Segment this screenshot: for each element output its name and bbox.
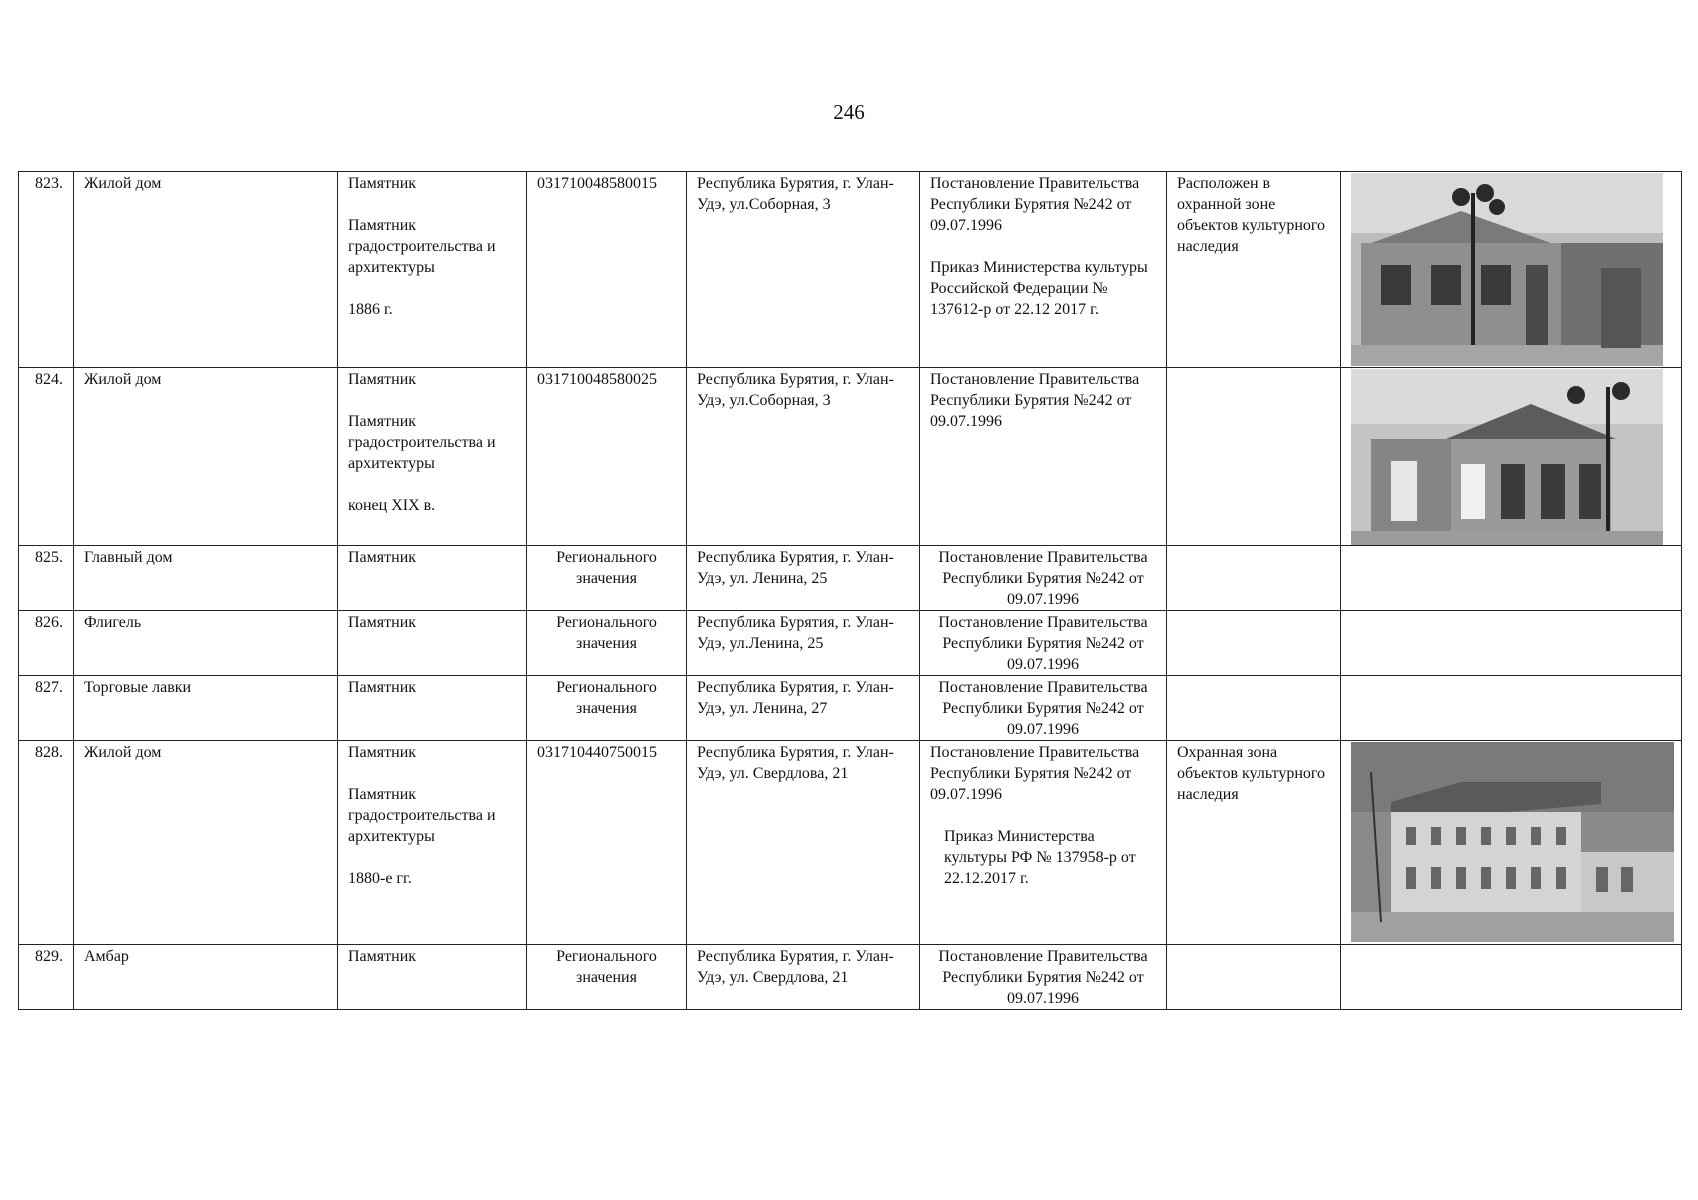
object-category: Памятник (338, 611, 527, 676)
table-row (19, 741, 1682, 945)
object-address: Республика Бурятия, г. Улан-Удэ, ул. Свердлова, 21 (687, 741, 920, 945)
object-category: Памятник (338, 676, 527, 741)
registration-number: 031710048580015 (527, 172, 687, 368)
building-photo (1351, 173, 1663, 366)
table-row (19, 611, 1682, 676)
object-name: Жилой дом (74, 741, 338, 945)
object-date: 1886 г. (348, 301, 393, 318)
row-number: 827. (19, 676, 74, 741)
significance: Регионального значения (527, 945, 687, 1010)
document-order: Приказ Министерства культуры Российской Федерации № 137612-р от 22.12 2017 г. (930, 259, 1148, 318)
object-note (1167, 611, 1341, 676)
object-note: Расположен в охранной зоне объектов культурного наследия (1167, 172, 1341, 368)
legal-documents: Постановление Правительства Республики Бурятия №242 от 09.07.1996 (920, 676, 1167, 741)
object-address: Республика Бурятия, г. Улан-Удэ, ул. Ленина, 25 (687, 546, 920, 611)
photo-cell (1341, 676, 1682, 741)
object-note (1167, 546, 1341, 611)
object-note (1167, 945, 1341, 1010)
row-number: 826. (19, 611, 74, 676)
table-row (19, 546, 1682, 611)
object-name: Жилой дом (74, 368, 338, 546)
object-note (1167, 368, 1341, 546)
significance: Регионального значения (527, 676, 687, 741)
photo-cell (1341, 172, 1682, 368)
object-address: Республика Бурятия, г. Улан-Удэ, ул.Ленина, 25 (687, 611, 920, 676)
category-type: Памятник градостроительства и архитектуры (348, 217, 496, 276)
object-name: Главный дом (74, 546, 338, 611)
building-photo (1351, 369, 1663, 545)
legal-documents: Постановление Правительства Республики Бурятия №242 от 09.07.1996 (920, 611, 1167, 676)
row-number: 824. (19, 368, 74, 546)
object-category (338, 741, 527, 945)
object-date: конец XIX в. (348, 497, 436, 514)
category-label: Памятник (348, 744, 417, 761)
registration-number: 031710048580025 (527, 368, 687, 546)
significance: Регионального значения (527, 546, 687, 611)
object-name: Жилой дом (74, 172, 338, 368)
legal-documents (920, 368, 1167, 546)
row-number: 829. (19, 945, 74, 1010)
object-category: Памятник (338, 945, 527, 1010)
category-label: Памятник (348, 371, 417, 388)
table-row (19, 368, 1682, 546)
photo-cell (1341, 611, 1682, 676)
object-name: Торговые лавки (74, 676, 338, 741)
row-number: 823. (19, 172, 74, 368)
registration-number: 031710440750015 (527, 741, 687, 945)
row-number: 828. (19, 741, 74, 945)
building-photo (1351, 742, 1674, 942)
document-decree: Постановление Правительства Республики Бурятия №242 от 09.07.1996 (930, 744, 1140, 803)
table-row (19, 172, 1682, 368)
legal-documents (920, 172, 1167, 368)
table-row (19, 945, 1682, 1010)
category-label: Памятник (348, 175, 417, 192)
document-decree: Постановление Правительства Республики Бурятия №242 от 09.07.1996 (930, 371, 1140, 430)
page-number: 246 (833, 100, 865, 124)
object-note: Охранная зона объектов культурного наследия (1167, 741, 1341, 945)
object-category: Памятник (338, 546, 527, 611)
photo-cell (1341, 546, 1682, 611)
heritage-registry-table (18, 171, 1682, 1010)
object-address: Республика Бурятия, г. Улан-Удэ, ул.Соборная, 3 (687, 172, 920, 368)
document-decree: Постановление Правительства Республики Бурятия №242 от 09.07.1996 (930, 175, 1140, 234)
object-name: Амбар (74, 945, 338, 1010)
legal-documents: Постановление Правительства Республики Бурятия №242 от 09.07.1996 (920, 546, 1167, 611)
object-address: Республика Бурятия, г. Улан-Удэ, ул.Соборная, 3 (687, 368, 920, 546)
table-row (19, 676, 1682, 741)
row-number: 825. (19, 546, 74, 611)
document-order: Приказ Министерства культуры РФ № 137958-р от 22.12.2017 г. (944, 828, 1136, 887)
object-note (1167, 676, 1341, 741)
legal-documents: Постановление Правительства Республики Бурятия №242 от 09.07.1996 (920, 945, 1167, 1010)
photo-cell (1341, 368, 1682, 546)
object-category (338, 172, 527, 368)
object-name: Флигель (74, 611, 338, 676)
category-type: Памятник градостроительства и архитектуры (348, 786, 496, 845)
photo-cell (1341, 741, 1682, 945)
object-address: Республика Бурятия, г. Улан-Удэ, ул. Ленина, 27 (687, 676, 920, 741)
significance: Регионального значения (527, 611, 687, 676)
category-type: Памятник градостроительства и архитектуры (348, 413, 496, 472)
photo-cell (1341, 945, 1682, 1010)
object-date: 1880-е гг. (348, 870, 412, 887)
object-category (338, 368, 527, 546)
object-address: Республика Бурятия, г. Улан-Удэ, ул. Свердлова, 21 (687, 945, 920, 1010)
legal-documents (920, 741, 1167, 945)
